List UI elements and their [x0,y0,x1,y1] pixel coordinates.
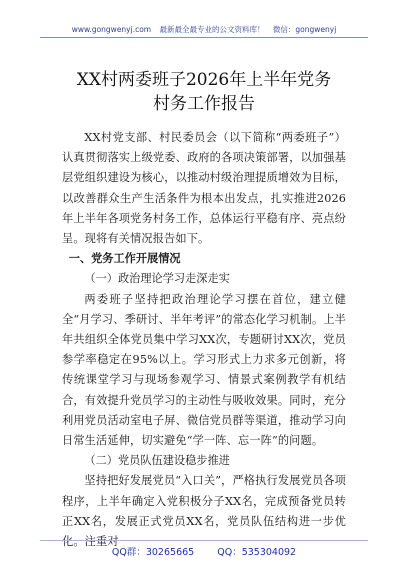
footer-divider [40,540,368,541]
document-title: XX村两委班子2026年上半年党务村务工作报告 [76,70,332,114]
site-slogan: 最新最全最专业的公文资料库！ [159,25,265,34]
intro-paragraph: XX村党支部、村民委员会（以下简称“两委班子”）认真贯彻落实上级党委、政府的各项决策部署，以加强基层党组织建设为核心，以推动村级治理提质增效为目标，以改善群众生产生活条件为根本出发点，扎实推进2026年上半年各项党务村务工作，总体运行平稳有序、亮点纷呈。现将有关情况报告如下。 [62,131,346,246]
qq-group-number: QQ群：30265665 [111,547,195,558]
qq-number: QQ：535304092 [217,547,297,558]
site-url-link[interactable]: www.gongwenyj.com [71,25,152,34]
member-building-paragraph: 坚持把好发展党员“入口关”，严格执行发展党员各项程序，上半年确定入党积极分子XX名，完成预备党员转正XX名，发展正式党员XX名，党员队伍结构进一步优化。注重对 [62,474,346,549]
subheading-theory-study: （一）政治理论学习走深走实 [84,272,230,286]
wechat-id: 微信：gongwenyj [272,25,337,34]
subheading-member-building: （二）党员队伍建设稳步推进 [84,454,230,468]
site-header [0,24,408,35]
site-footer [0,544,408,558]
header-divider [40,37,368,38]
document-body [62,128,346,552]
section-heading-party-work: 一、党务工作开展情况 [68,252,181,266]
theory-study-paragraph: 两委班子坚持把政治理论学习摆在首位，建立健全“月学习、季研讨、半年考评”的常态化学习机制。上半年共组织全体党员集中学习XX次，专题研讨XX次，党员参学率稳定在95%以上。学习形式上力求多元创新，将传统课堂学习与现场参观学习、情景式案例教学有机结合，有效提升党员学习的主动性与吸收效果。同时，充分利用党员活动室电子屏、微信党员群等渠道，推动学习向日常生活延伸，切实避免“学一阵、忘一阵”的问题。 [62,292,346,448]
